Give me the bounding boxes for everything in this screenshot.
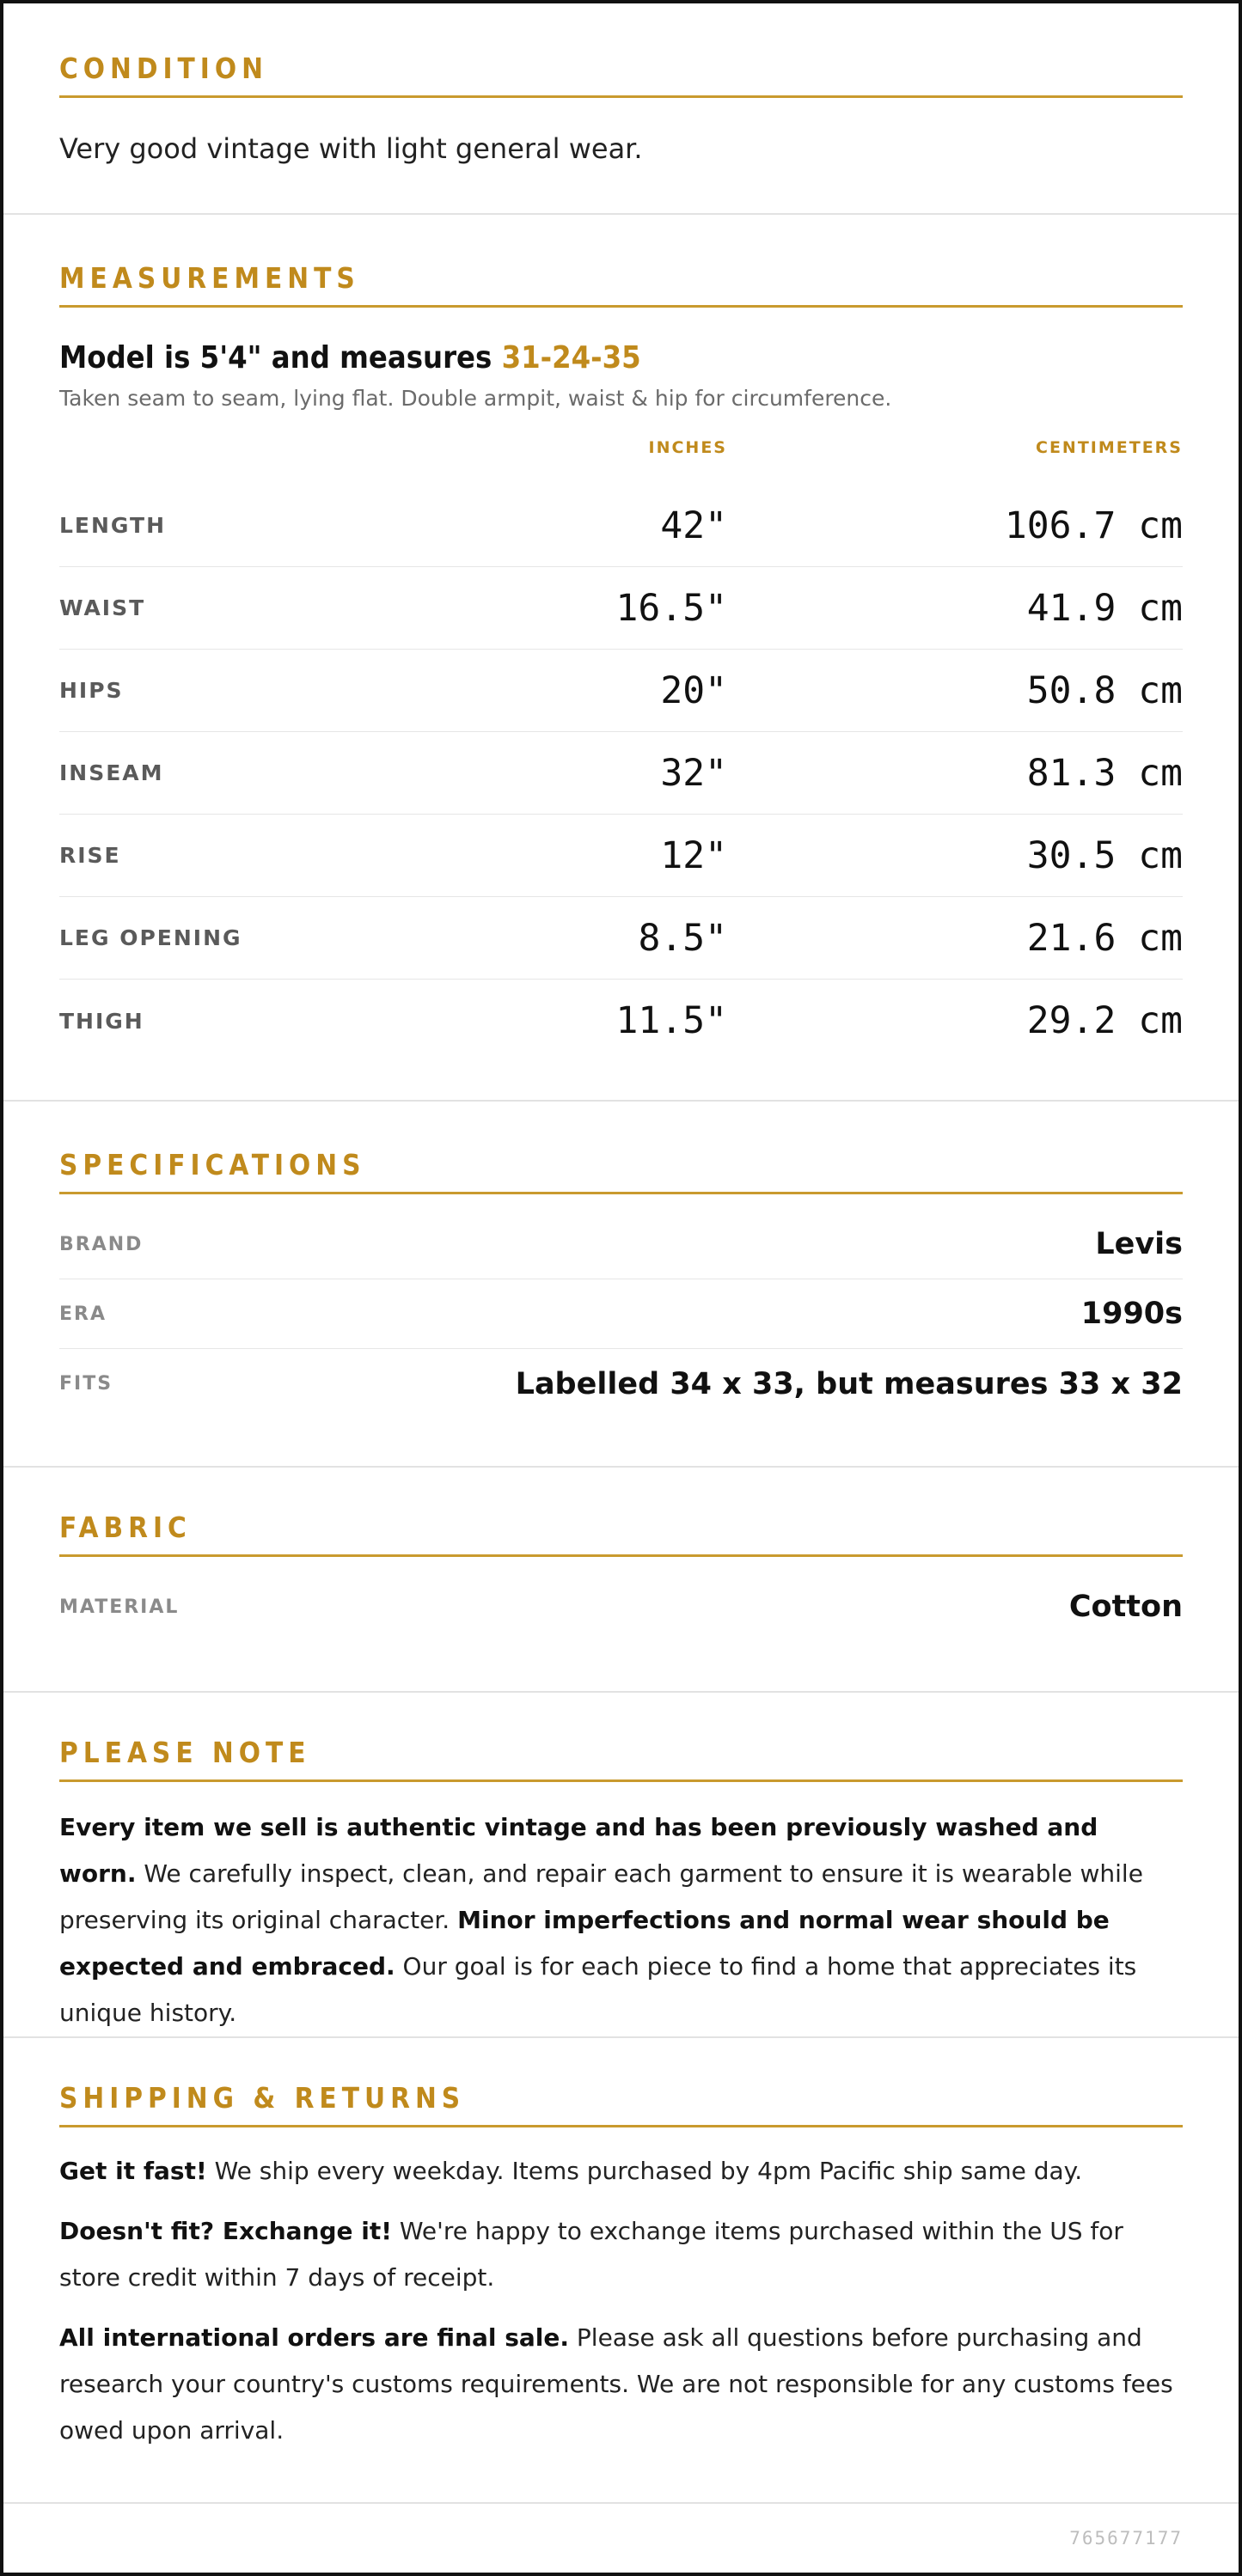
measurement-label: RISE [59,843,121,868]
measurement-cm: 81.3 cm [1026,751,1183,795]
measurement-label: HIPS [59,678,124,703]
measurements-heading: MEASUREMENTS [59,261,1183,308]
fabric-row [59,1572,1183,1641]
shipping-p3 [59,2315,1183,2454]
please-note-bold-1: Every item we sell is authentic vintage and has been previously washed and worn. [59,1813,1098,1888]
measurement-row [59,732,1183,815]
shipping-p2-bold: Doesn't fit? Exchange it! [59,2217,392,2245]
measurement-cm: 30.5 cm [1026,833,1183,877]
spec-label: BRAND [59,1233,144,1255]
spec-value: 1990s [1080,1297,1183,1331]
shipping-p1-text: We ship every weekday. Items purchased by 4pm Pacific ship same day. [206,2157,1083,2185]
sku-number: 765677177 [1069,2528,1183,2549]
fabric-label: MATERIAL [59,1596,180,1618]
measurement-row [59,897,1183,980]
measurements-table-header [59,431,1183,464]
measurements-rows [59,485,1183,1062]
fabric-section [3,1468,1239,1693]
measurement-label: THIGH [59,1008,144,1034]
spec-value: Labelled 34 x 33, but measures 33 x 32 [515,1366,1183,1401]
spec-row [59,1210,1183,1279]
please-note-bold-2: Minor imperfections and normal wear should be expected and embraced. [59,1906,1110,1981]
measurement-row [59,650,1183,732]
model-measures-value: 31-24-35 [501,340,641,375]
specifications-section [3,1102,1239,1468]
please-note-text-2: Our goal is for each piece to find a home that appreciates its unique history. [59,1952,1137,2027]
shipping-section [3,2038,1239,2504]
please-note-text-1: We carefully inspect, clean, and repair each garment to ensure it is wearable while preserving its original character. [59,1859,1143,1934]
shipping-heading: SHIPPING & RETURNS [59,2081,1183,2127]
measurement-row [59,980,1183,1062]
measurement-label: WAIST [59,595,146,620]
col-cm-header: CENTIMETERS [1036,438,1183,457]
measurement-cm: 29.2 cm [1026,999,1183,1042]
model-info [59,340,1183,375]
measurement-inches: 16.5" [615,586,727,630]
measurement-label: LENGTH [59,513,166,538]
measurement-label: LEG OPENING [59,925,242,950]
col-inches-header: INCHES [648,438,727,457]
measurement-inches: 20" [660,668,727,712]
measurement-row [59,815,1183,897]
please-note-text [59,1804,1183,2036]
specifications-rows [59,1210,1183,1419]
measurements-section [3,215,1239,1102]
shipping-p2 [59,2208,1183,2301]
spec-label: FITS [59,1373,113,1395]
shipping-p3-bold: All international orders are final sale. [59,2323,570,2352]
shipping-p2-text: We're happy to exchange items purchased within the US for store credit within 7 days of receipt. [59,2217,1123,2292]
please-note-heading: PLEASE NOTE [59,1736,1183,1782]
measurement-cm: 50.8 cm [1026,668,1183,712]
measurement-inches: 42" [660,504,727,547]
condition-heading: CONDITION [59,52,1183,98]
fabric-heading: FABRIC [59,1511,1183,1557]
spec-value: Levis [1095,1227,1183,1261]
shipping-p3-text: Please ask all questions before purchasing and research your country's customs requirements. We are not responsible for any customs fees owed upon arrival. [59,2323,1173,2445]
spec-row [59,1349,1183,1419]
measurement-cm: 41.9 cm [1026,586,1183,630]
condition-section [3,3,1239,215]
shipping-p1 [59,2148,1183,2194]
shipping-p1-bold: Get it fast! [59,2157,207,2185]
measurement-label: INSEAM [59,760,164,785]
specifications-heading: SPECIFICATIONS [59,1148,1183,1194]
footer [3,2504,1239,2573]
measurement-row [59,567,1183,650]
measurement-row [59,485,1183,567]
measurement-inches: 12" [660,833,727,877]
measurement-inches: 8.5" [638,916,727,960]
spec-row [59,1279,1183,1349]
fabric-value: Cotton [1068,1590,1183,1624]
spec-label: ERA [59,1303,107,1325]
measurement-cm: 106.7 cm [1004,504,1183,547]
measurements-subtitle: Taken seam to seam, lying flat. Double armpit, waist & hip for circumference. [59,386,892,411]
measurement-inches: 32" [660,751,727,795]
measurements-table [59,431,1183,1062]
measurement-inches: 11.5" [615,999,727,1042]
condition-text: Very good vintage with light general wear. [59,132,643,165]
please-note-section [3,1693,1239,2038]
measurement-cm: 21.6 cm [1026,916,1183,960]
fabric-rows [59,1572,1183,1641]
model-info-prefix: Model is 5'4" and measures [59,340,502,375]
